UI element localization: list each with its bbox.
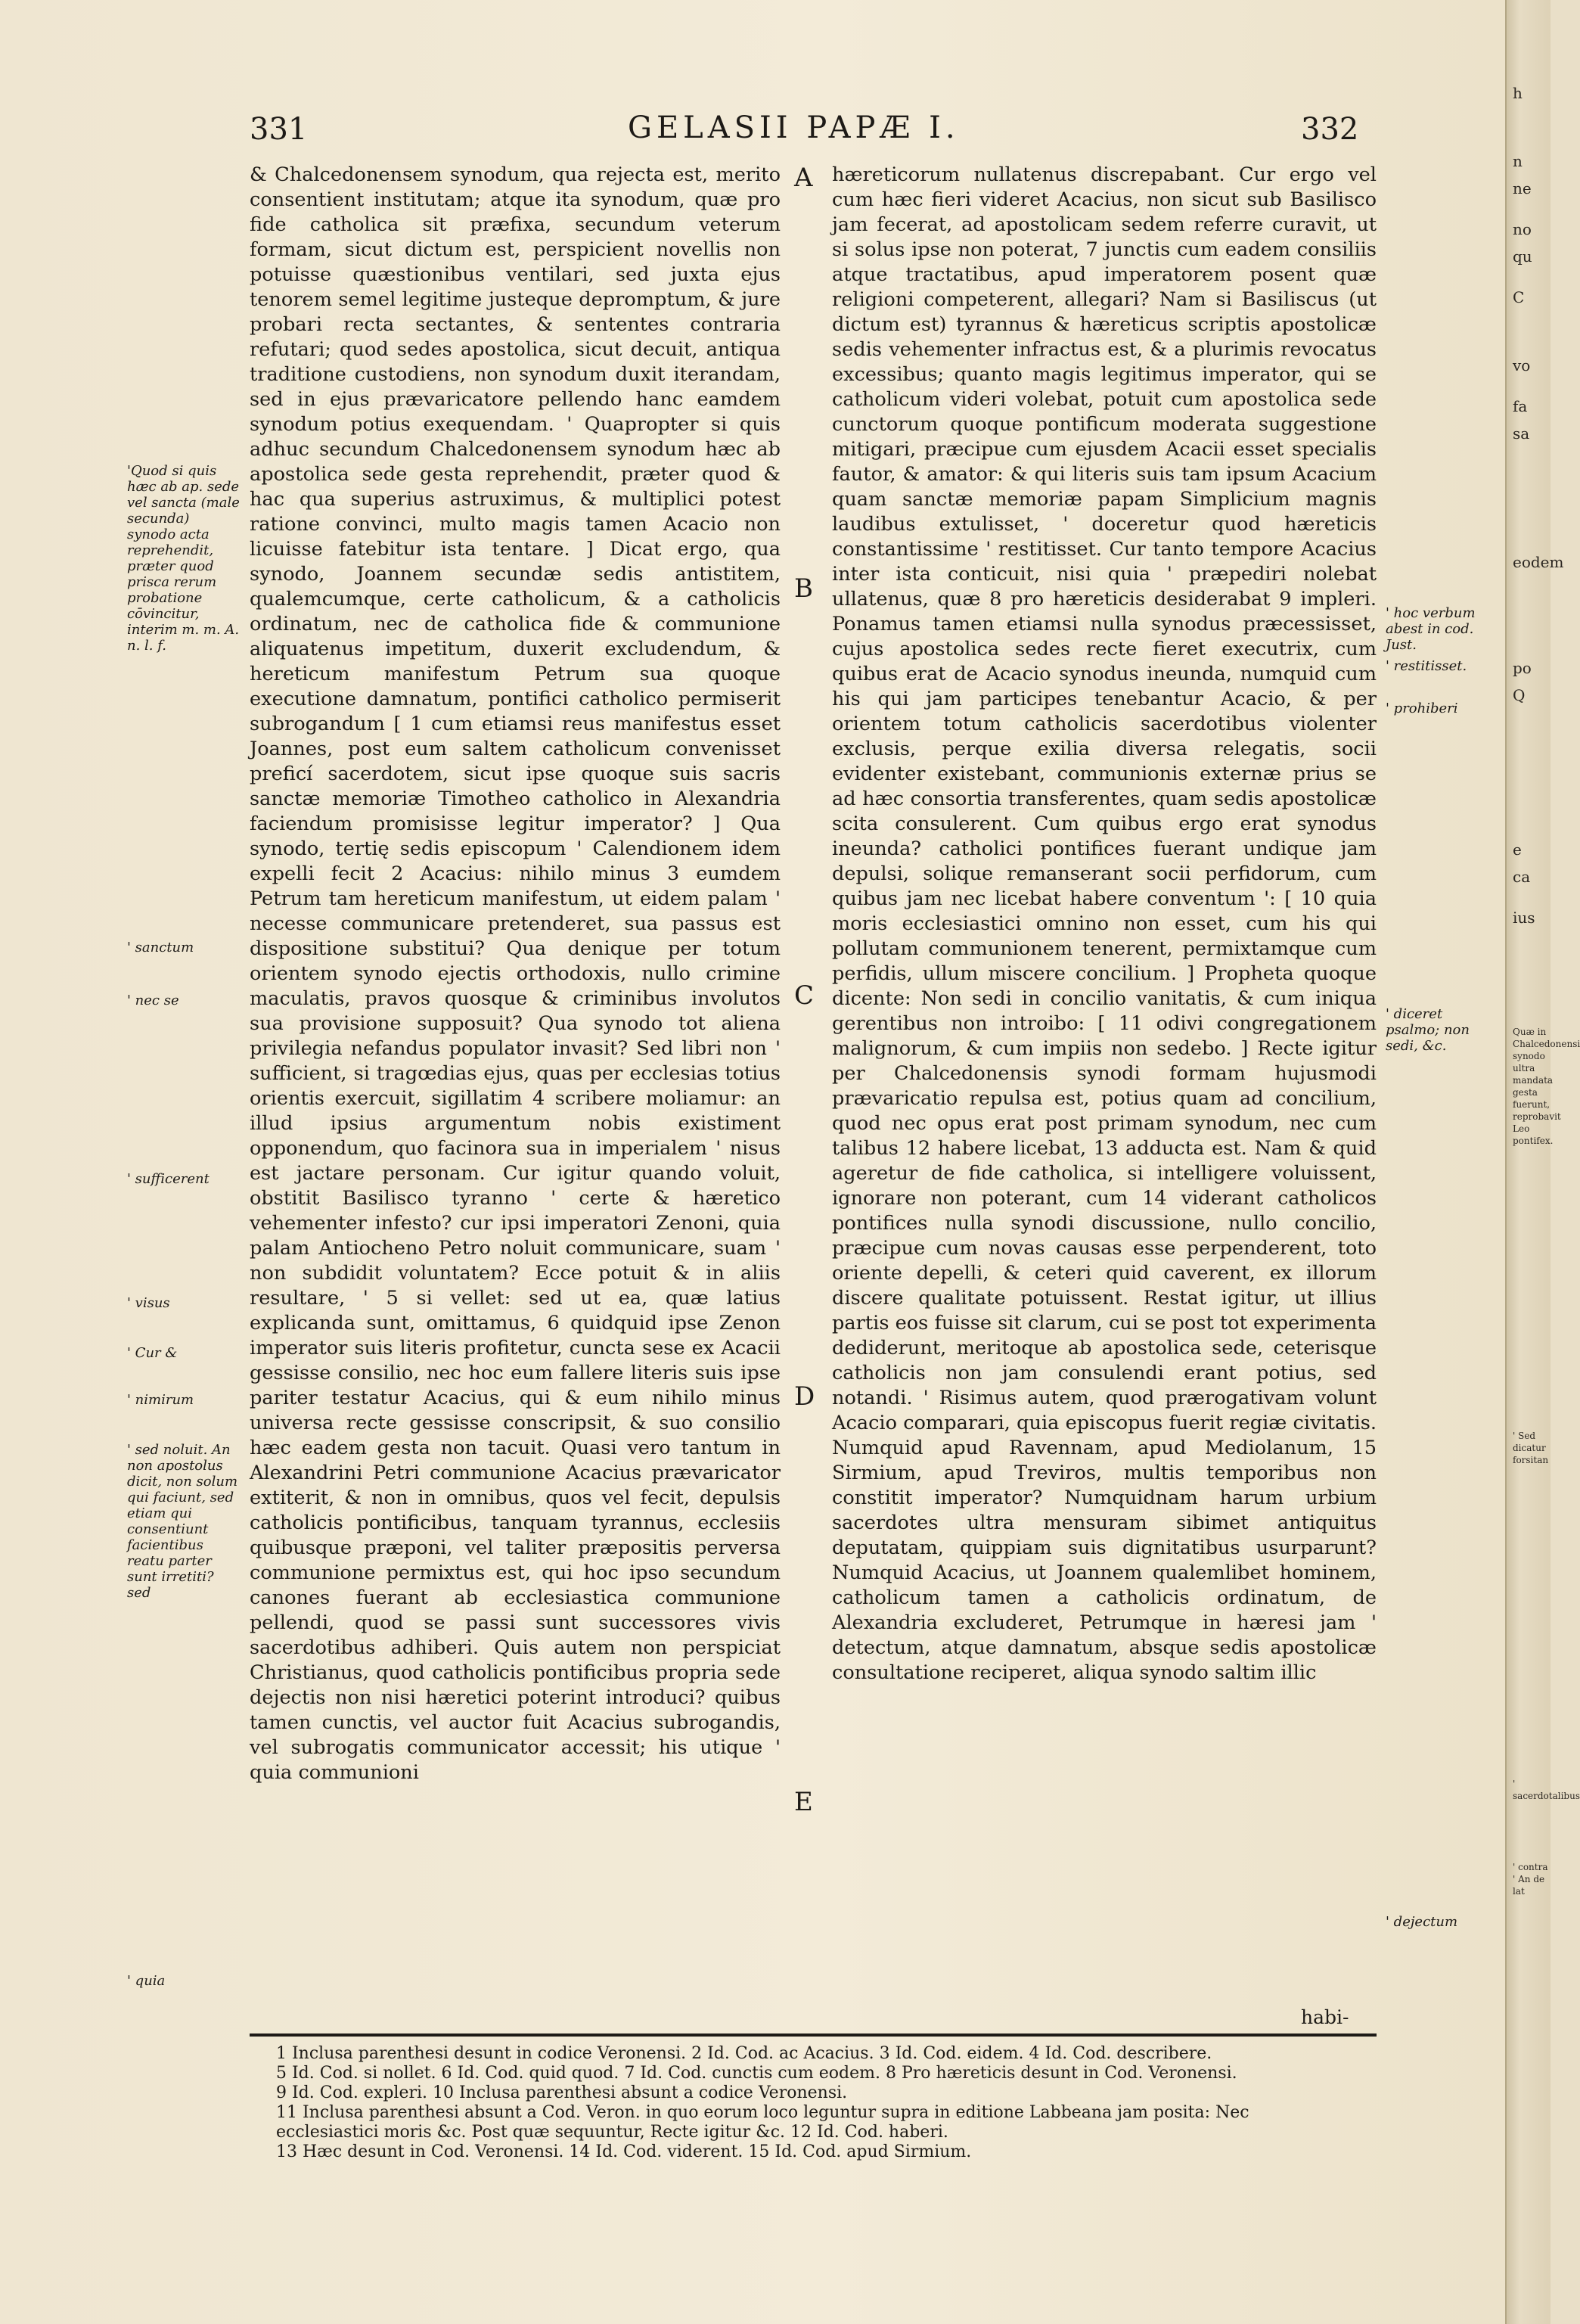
- edge-fragment: Quæ in Chalcedonensi synodo ultra mandata gesta fuerunt, reprobavit Leo pontifex.: [1513, 1027, 1580, 1146]
- margin-note: ' diceret psalmo; non sedi, &c.: [1386, 1006, 1470, 1054]
- edge-fragment: po: [1513, 659, 1532, 677]
- edge-fragment: e: [1513, 840, 1522, 859]
- footnote-line: ecclesiastici moris &c. Post quæ sequuntur, Recte igitur &c. 12 Id. Cod. haberi.: [276, 2123, 948, 2142]
- catchword: habi-: [1301, 2006, 1349, 2028]
- text-column-right: [832, 163, 1377, 2016]
- section-letter-d: D: [794, 1381, 815, 1412]
- edge-fragment: fa: [1513, 397, 1528, 415]
- next-page-edge: [1505, 0, 1580, 2324]
- edge-fragment: ius: [1513, 909, 1535, 927]
- edge-fragment: h: [1513, 84, 1523, 102]
- edge-fragment: vo: [1513, 356, 1531, 374]
- margin-note: ' nec se: [127, 993, 179, 1008]
- margin-note: 'Quod si quis hæc ab ap. sede vel sancta (male secunda) synodo acta reprehendit, præter quod prisca rerum probatione cōvincitur, interim m. m. A. n. l. f.: [127, 463, 240, 654]
- running-title: GELASII PAPÆ I.: [628, 110, 960, 145]
- edge-fragment: ca: [1513, 868, 1531, 886]
- margin-note: ' quia: [127, 1973, 166, 1989]
- edge-fragment: Q: [1513, 686, 1526, 704]
- page-number-right: 332: [1301, 112, 1359, 147]
- margin-note: ' sufficerent: [127, 1171, 210, 1187]
- margin-note: ' nimirum: [127, 1392, 194, 1408]
- edge-fragment: ne: [1513, 179, 1532, 197]
- footnote-rule: [250, 2034, 1377, 2037]
- paragraph: hæreticorum nullatenus discrepabant. Cur ergo vel cum hæc fieri videret Acacius, non sicut sub Basilisco jam fecerat, ad apostolicam sedem referre curavit, ut si solus ipse non poterat, 7 junctis cum eadem consiliis atque tractatibus, apud imperatorem posent quæ religioni competerent, allegari? Nam si Basiliscus (ut dictum est) tyrannus & hæreticus scriptis apostolicæ sedis vehementer infractus est, & a plurimis revocatus excessibus; quanto magis legitimus imperator, qui se catholicum videri volebat, potuit cum apostolica sede cunctorum quoque pontificum moderata suggestione mitigari, præcipue cum ejusdem Acacii esset specialis fautor, & amator: & qui literis suis tam ipsum Acacium quam sanctæ memoriæ papam Simplicium magnis laudibus extulisset, ' doceretur quod hæreticis constantissime ' restitisset. Cur tanto tempore Acacius inter ista conticuit, nisi quia ' præpediri nolebat ullatenus, quæ 8 pro hæreticis desiderabat 9 impleri. Ponamus tamen etiamsi nulla synodus præcessisset, cujus apostolica sedes recte fieret executrix, cum quibus erat de Acacio synodus ineunda, numquid cum his qui jam participes tenebantur Acacio, & per orientem totum catholicis sacerdotibus violenter exclusis, perque exilia diversa relegatis, socii evidenter existebant, communionis externæ prius se ad hæc consortia transferentes, quam sedis apostolicæ scita consulerent. Cum quibus ergo erat synodus ineunda? catholici pontifices fuerant undique jam depulsi, solique remanserant socii perfidorum, cum quibus jam nec licebat habere conventum ': [ 10 quia moris ecclesiastici omnino non esset, cum his qui pollutam communionem tenerent, permixtamque cum perfidis, ullum miscere concilium. ] Propheta quoque dicente: Non sedi in concilio vanitatis, & cum iniqua gerentibus non introibo: [ 11 odivi congregationem malignorum, & cum impiis non sedebo. ] Recte igitur per Chalcedonensis synodi formam hujusmodi prævaricatio repulsa est, potius quam ad concilium, quod nec opus erat post primam synodum, nec cum talibus 12 habere licebat, 13 adducta est. Nam & quid ageretur de fide catholica, si intelligere voluissent, ignorare non poterant, cum 14 viderant catholicos pontifices nulla synodi discussione, nullo concilio, præcipue cum novas causas esse perpenderent, toto oriente depelli, & ceteri quid caverent, ex illorum discere qualitate potuissent. Restat igitur, ut illius partis eos fuisse sit clarum, cui se post tot experimenta dediderunt, meritoque ab apostolica sede, ceterisque catholicis non jam consulendi erant potius, sed notandi. ' Risimus autem, quod prærogativam volunt Acacio comparari, quia episcopus fuerit regiæ civitatis. Numquid apud Ravennam, apud Mediolanum, 15 Sirmium, apud Treviros, multis temporibus non constitit imperator? Numquidnam harum urbium sacerdotes ultra mensuram sibimet antiquitus deputatam, quippiam suis dignitatibus usurparunt? Numquid Acacius, ut Joannem qualemlibet hominem, catholicum tamen a catholicis ordinatum, de Alexandria excluderet, Petrumque in hæresi jam ' detectum, atque damnatum, absque sedis apostolicæ consultatione reciperet, aliqua synodo saltim illic: [832, 163, 1377, 1684]
- text-column-left: [250, 163, 781, 2016]
- margin-note: ' hoc verbum abest in cod. Just.: [1386, 605, 1476, 653]
- edge-fragment: eodem: [1513, 553, 1564, 571]
- edge-fragment: C: [1513, 288, 1525, 306]
- footnote-line: 5 Id. Cod. si nollet. 6 Id. Cod. quid quod. 7 Id. Cod. cunctis cum eodem. 8 Pro hæreticis desunt in Cod. Veronensi.: [276, 2064, 1237, 2083]
- page-number-left: 331: [250, 112, 308, 147]
- footnote-line: 11 Inclusa parenthesi absunt a Cod. Veron. in quo eorum loco leguntur supra in editione Labbeana jam posita: Nec: [276, 2103, 1249, 2122]
- section-letter-c: C: [794, 980, 815, 1011]
- edge-fragment: qu: [1513, 247, 1532, 266]
- margin-note: ' dejectum: [1386, 1914, 1458, 1930]
- edge-fragment: ' Sed dicatur forsitan: [1513, 1431, 1549, 1465]
- running-header: [0, 106, 1505, 151]
- section-letter-e: E: [794, 1787, 813, 1817]
- footnote-line: 9 Id. Cod. expleri. 10 Inclusa parenthesi absunt a codice Veronensi.: [276, 2083, 848, 2102]
- margin-note: ' sed noluit. An non apostolus dicit, non solum qui faciunt, sed etiam qui consentiunt facientibus reatu parter sunt irretiti? sed: [127, 1442, 238, 1601]
- paragraph: & Chalcedonensem synodum, qua rejecta est, merito consentient institutam; atque ita synodum, quæ pro fide catholica sit præfixa, secundum veterum formam, sicut dictum est, perspicient novellis non potuisse quæstionibus ventilari, sed juxta ejus tenorem semel legitime justeque depromptum, & jure probari recta sectantes, & sententes contraria refutari; quod sedes apostolica, sicut decuit, antiqua traditione custodiens, non synodum duxit iterandam, sed in ejus prævaricatore pellendo hanc eamdem synodum potius exequendam. ' Quapropter si quis adhuc secundum Chalcedonensem synodum hæc ab apostolica sede gesta reprehendit, præter quod & hac qua superius astruximus, & multiplici potest ratione convinci, multo magis tamen Acacio non licuisse fatebitur ista tentare. ] Dicat ergo, qua synodo, Joannem secundæ sedis antistitem, qualemcumque, certe catholicum, & a catholicis ordinatum, nec de catholica fide & communione aliquatenus impetitum, duxerit excludendum, & hereticum manifestum Petrum sua quoque executione damnatum, pontifici catholico permiserit subrogandum [ 1 cum etiamsi reus manifestus esset Joannes, post eum saltem catholicum convenisset preficí sacerdotem, sicut ipse quoque suis sacris sanctæ memoriæ Timotheo catholico in Alexandria faciendum promisisse legitur imperator? ] Qua synodo, tertię sedis episcopum ' Calendionem idem expelli fecit 2 Acacius: nihilo minus 3 eumdem Petrum tam hereticum manifestum, ut eidem palam ' necesse communicare pretenderet, sua passus est dispositione substitui? Qua denique per totum orientem synodo ejectis orthodoxis, nullo crimine maculatis, pravos quosque & criminibus involutos sua provisione supposuit? Qua synodo tot aliena privilegia nefandus populator invasit? Sed libri non ' sufficient, si tragœdias ejus, quas per ecclesias totius orientis exercuit, sigillatim 4 scribere moliamur: an illud ipsius argumentum nobis existiment opponendum, quo facinora sua in imperialem ' nisus est jactare personam. Cur igitur quando voluit, obstitit Basilisco tyranno ' certe & hæretico vehementer infesto? cur ipsi imperatori Zenoni, quia palam Antiocheno Petro noluit communicare, suam ' non subdidit voluntatem? Ecce potuit & in aliis resultare, ' 5 si vellet: sed ut ea, quæ latius explicanda sunt, omittamus, 6 quidquid ipse Zenon imperator suis literis profitetur, cuncta sese ex Acacii gessisse consilio, nec hoc eum fallere literis suis ipse pariter testatur Acacius, qui & eum nihilo minus universa recte gessisse conscripsit, & suo consilio hæc eadem gesta non tacuit. Quasi vero tantum in Alexandrini Petri communione Acacius prævaricator extiterit, & non in omnibus, quos vel fecit, depulsis catholicis pontificibus, tanquam tyrannus, ecclesiis quibusque præponi, vel taliter præpositis perversa communione permixtus est, qui hoc ipso secundum canones fuerant ab ecclesiastica communione pellendi, quod se passi sunt successores vivis sacerdotibus adhiberi. Quis autem non perspiciat Christianus, quod catholicis pontificibus propria sede dejectis non nisi hæretici poterint introduci? quibus tamen cunctis, vel auctor fuit Acacius subrogandis, vel subrogatis communicator accessit; his utique ' quia communioni: [250, 163, 781, 1784]
- edge-fragment: ' sacerdotalibus: [1513, 1779, 1580, 1801]
- margin-note: ' restitisset.: [1386, 658, 1467, 674]
- section-letter-b: B: [794, 573, 813, 604]
- section-letter-a: A: [794, 163, 813, 193]
- edge-fragment: n: [1513, 152, 1523, 170]
- footnotes: [276, 2044, 1380, 2162]
- edge-fragment: no: [1513, 220, 1532, 238]
- edge-fragment: sa: [1513, 424, 1530, 443]
- margin-note: ' prohiberi: [1386, 701, 1458, 716]
- edge-fragment: ' contra ' An de lat: [1513, 1862, 1548, 1897]
- margin-note: ' visus: [127, 1295, 170, 1311]
- margin-note: ' sanctum: [127, 940, 194, 955]
- margin-note: ' Cur &: [127, 1345, 178, 1361]
- footnote-line: 13 Hæc desunt in Cod. Veronensi. 14 Id. Cod. viderent. 15 Id. Cod. apud Sirmium.: [276, 2142, 972, 2161]
- footnote-line: 1 Inclusa parenthesi desunt in codice Veronensi. 2 Id. Cod. ac Acacius. 3 Id. Cod. eidem. 4 Id. Cod. describere.: [276, 2044, 1212, 2063]
